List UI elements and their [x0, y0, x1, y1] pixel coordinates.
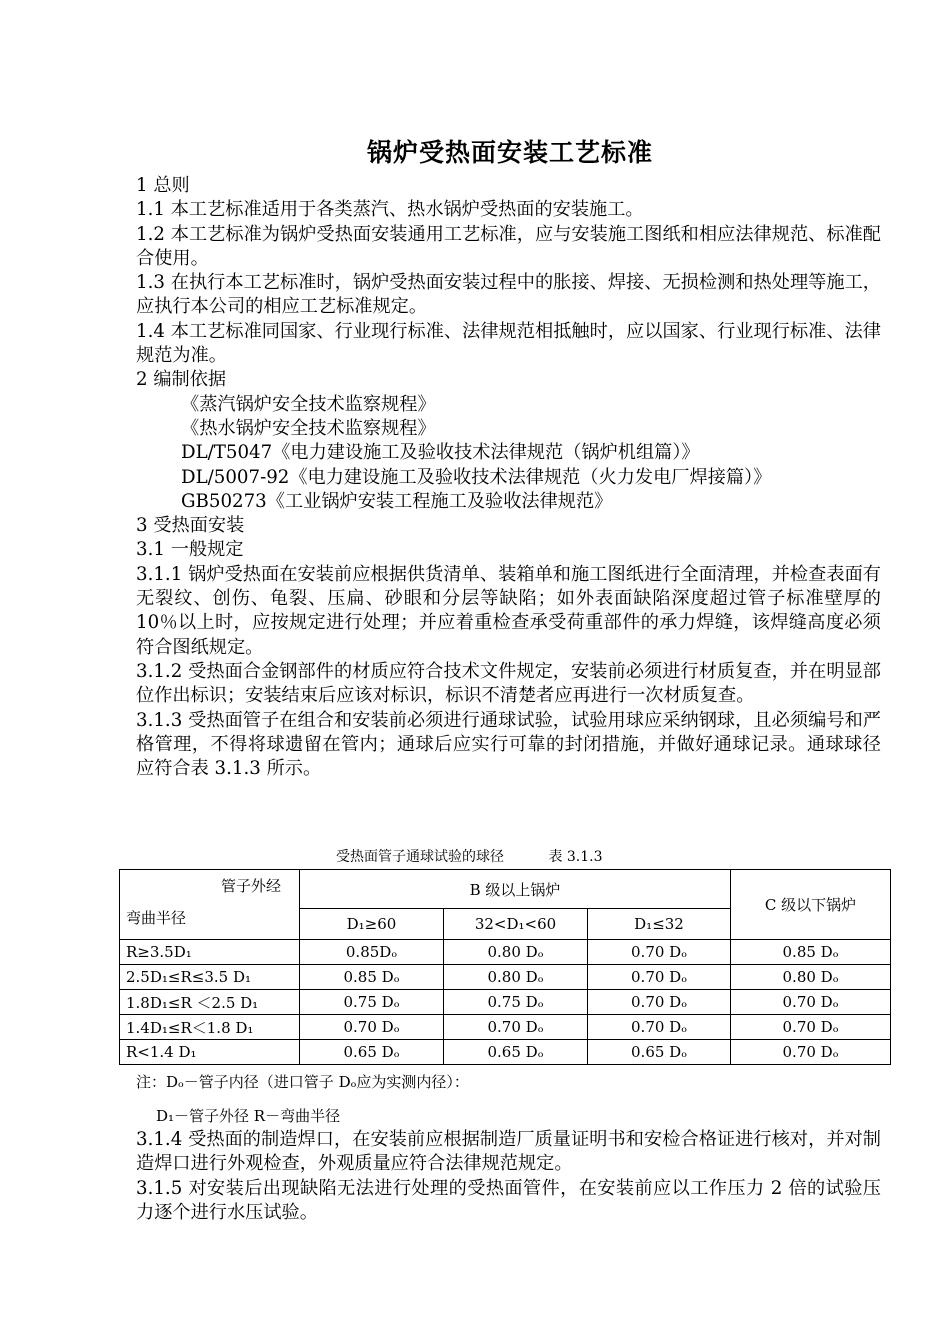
- reference-item: DL/T5047《电力建设施工及验收技术法律规范（锅炉机组篇）》: [181, 442, 700, 464]
- reference-item: 《热水锅炉安全技术监察规程》: [181, 417, 436, 439]
- table-row: [120, 990, 891, 1015]
- table-cell: 0.65 Dₒ: [444, 1040, 588, 1065]
- table-cell: 0.75 Dₒ: [300, 990, 444, 1015]
- subheader-cell: 32<D₁<60: [444, 909, 588, 940]
- table-cell: 0.65 Dₒ: [300, 1040, 444, 1065]
- table-row: [120, 965, 891, 990]
- row-label: 1.4D₁≤R＜1.8 D₁: [120, 1015, 300, 1040]
- table-cell: 0.85 Dₒ: [300, 965, 444, 990]
- table-cell: 0.70 Dₒ: [588, 965, 731, 990]
- table-cell: 0.70 Dₒ: [731, 1040, 891, 1065]
- table-cell: 0.85 Dₒ: [731, 940, 891, 965]
- paragraph-1-4: 1.4 本工艺标准同国家、行业现行标准、法律规范相抵触时，应以国家、行业现行标准、法律规范为准。: [136, 320, 881, 367]
- corner-top-label: 管子外经: [220, 876, 281, 895]
- table-caption-text: 受热面管子通球试验的球径: [336, 849, 504, 865]
- corner-bottom-label: 弯曲半径: [126, 908, 187, 927]
- document-title: 锅炉受热面安装工艺标准: [366, 138, 653, 167]
- table-number: 表 3.1.3: [548, 849, 603, 865]
- table-row: [120, 940, 891, 965]
- table-cell: 0.70 Dₒ: [731, 990, 891, 1015]
- paragraph-3-1-1: 3.1.1 锅炉受热面在安装前应根据供货清单、装箱单和施工图纸进行全面清理，并检查表面有无裂纹、创伤、龟裂、压扁、砂眼和分层等缺陷；如外表面缺陷深度超过管子标准壁厚的 10％以上时，应按规定进行处理；并应着重检查承受荷重部件的承力焊缝，该焊缝高度必须符合图纸规定。: [136, 563, 881, 658]
- note-line: 注：Dₒ－管子内径（进口管子 Dₒ应为实测内径）：: [136, 1073, 469, 1091]
- body-section-2: [136, 1128, 881, 1225]
- heading-general-rules: 3.1 一般规定: [136, 539, 244, 561]
- paragraph-1-3: 1.3 在执行本工艺标准时，锅炉受热面安装过程中的胀接、焊接、无损检测和热处理等施工，应执行本公司的相应工艺标准规定。: [136, 272, 881, 318]
- paragraph-1-2: 1.2 本工艺标准为锅炉受热面安装通用工艺标准，应与安装施工图纸和相应法律规范、标准配合使用。: [136, 223, 881, 269]
- table-corner-cell: [120, 870, 300, 940]
- table-cell: 0.65 Dₒ: [588, 1040, 731, 1065]
- reference-item: DL/5007-92《电力建设施工及验收技术法律规范（火力发电厂焊接篇）》: [181, 466, 772, 488]
- table-notes: [136, 1072, 469, 1126]
- table-header-row: [120, 870, 891, 909]
- paragraph-3-1-4: 3.1.4 受热面的制造焊口，在安装前应根据制造厂质量证明书和安检合格证进行核对，并对制造焊口进行外观检查，外观质量应符合法律规范规定。: [136, 1129, 881, 1175]
- table-cell: 0.70 Dₒ: [588, 1015, 731, 1040]
- note-line: D₁－管子外径 R－弯曲半径: [156, 1107, 341, 1125]
- row-label: 1.8D₁≤R ＜2.5 D₁: [120, 990, 300, 1015]
- heading-general: 1 总则: [136, 175, 190, 196]
- table-row: [120, 1015, 891, 1040]
- table-cell: 0.75 Dₒ: [444, 990, 588, 1015]
- table-cell: 0.80 Dₒ: [731, 965, 891, 990]
- row-label: R≥3.5D₁: [120, 940, 300, 965]
- reference-item: GB50273《工业锅炉安装工程施工及验收法律规范》: [181, 490, 613, 512]
- body-section-1: [136, 174, 881, 781]
- paragraph-3-1-3: 3.1.3 受热面管子在组合和安装前必须进行通球试验，试验用球应采纳钢球，且必须编号和严格管理，不得将球遗留在管内；通球后应实行可靠的封闭措施，并做好通球记录。通球球径应符合表 3.1.3 所示。: [136, 709, 881, 780]
- table-caption: [336, 848, 603, 866]
- table-cell: 0.70 Dₒ: [300, 1015, 444, 1040]
- table-cell: 0.80 Dₒ: [444, 965, 588, 990]
- group-c-header: C 级以下锅炉: [731, 870, 891, 940]
- subheader-cell: D₁≤32: [588, 909, 731, 940]
- table-cell: 0.70 Dₒ: [588, 940, 731, 965]
- subheader-cell: D₁≥60: [300, 909, 444, 940]
- table-cell: 0.70 Dₒ: [444, 1015, 588, 1040]
- row-label: R<1.4 D₁: [120, 1040, 300, 1065]
- row-label: 2.5D₁≤R≤3.5 D₁: [120, 965, 300, 990]
- table-cell: 0.80 Dₒ: [444, 940, 588, 965]
- paragraph-3-1-2: 3.1.2 受热面合金钢部件的材质应符合技术文件规定，安装前必须进行材质复查，并在明显部位作出标识；安装结束后应该对标识，标识不清楚者应再进行一次材质复查。: [136, 660, 881, 707]
- paragraph-1-1: 1.1 本工艺标准适用于各类蒸汽、热水锅炉受热面的安装施工。: [136, 199, 644, 221]
- table-cell: 0.70 Dₒ: [588, 990, 731, 1015]
- table-cell: 0.70 Dₒ: [731, 1015, 891, 1040]
- table-cell: 0.85Dₒ: [300, 940, 444, 965]
- paragraph-3-1-5: 3.1.5 对安装后出现缺陷无法进行处理的受热面管件，在安装前应以工作压力 2 倍的试验压力逐个进行水压试验。: [136, 1177, 881, 1223]
- ball-diameter-table: [119, 869, 891, 1065]
- heading-installation: 3 受热面安装: [136, 515, 245, 537]
- reference-item: 《蒸汽锅炉安全技术监察规程》: [181, 393, 436, 415]
- table-row: [120, 1040, 891, 1065]
- group-b-header: B 级以上锅炉: [300, 870, 731, 909]
- heading-basis: 2 编制依据: [136, 369, 227, 391]
